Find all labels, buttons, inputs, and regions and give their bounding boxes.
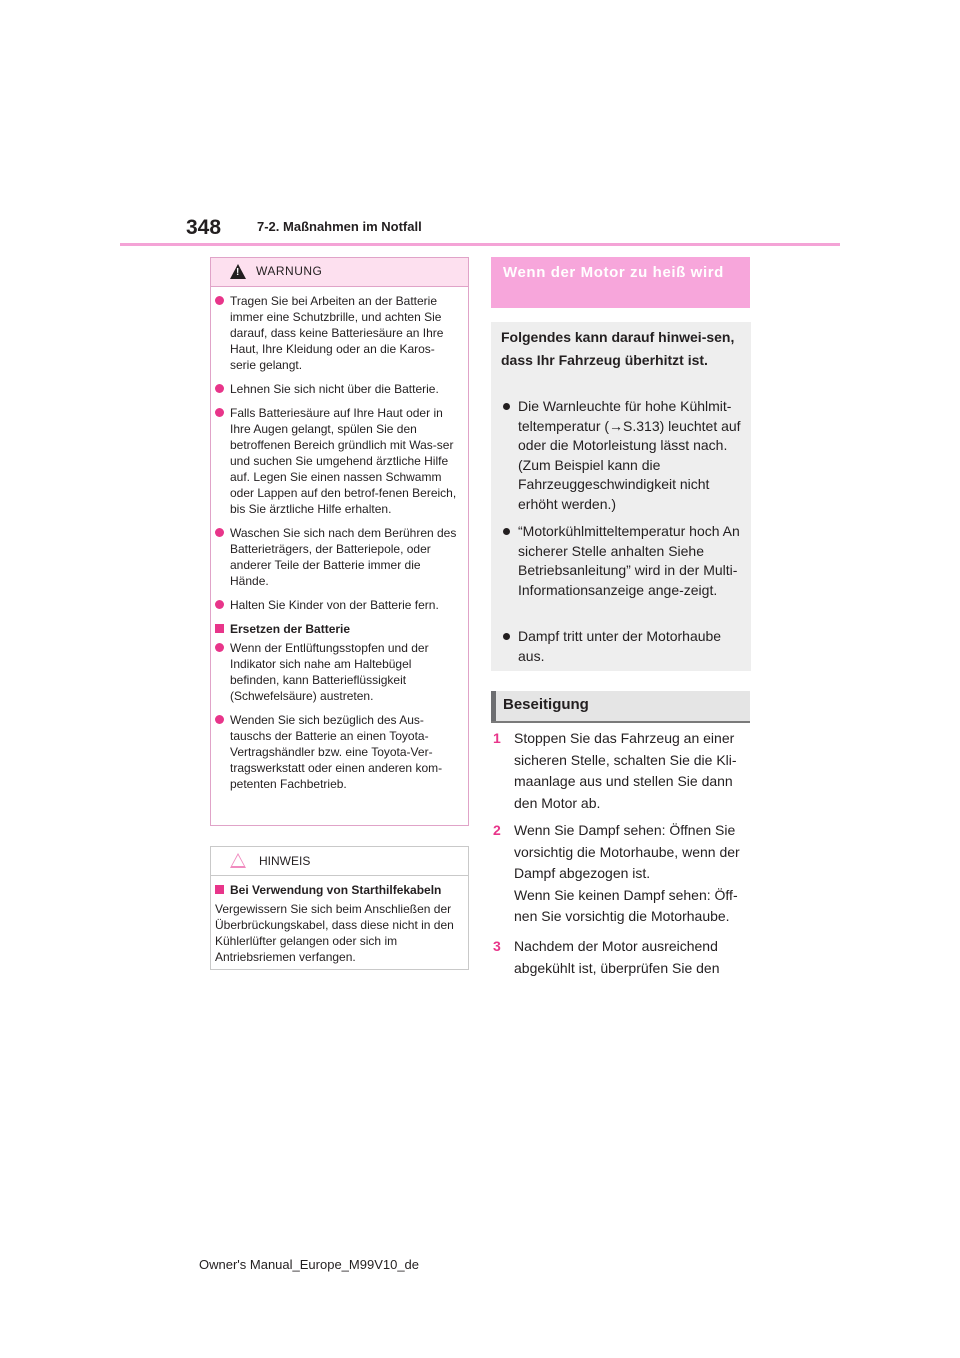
remedy-step: 2 Wenn Sie Dampf sehen: Öffnen Sie vorsichtig die Motorhaube, wenn der Dampf abgezogen ist. Wenn Sie keinen Dampf sehen: Öff-nen Sie vorsichtig die Motorhaube. (493, 822, 740, 924)
remedy-step: 1 Stoppen Sie das Fahrzeug an einer sicheren Stelle, schalten Sie die Kli-maanlage aus und stellen Sie dann den Motor ab. (493, 730, 737, 811)
warning-item: Waschen Sie sich nach dem Berühren des Batterieträgers, der Batteriepole, oder anderer Teile der Batterie immer die Hände. (215, 525, 460, 589)
warning-item: Tragen Sie bei Arbeiten an der Batterie immer eine Schutzbrille, und achten Sie darauf, dass keine Batteriesäure an Ihre Haut, Ihre Kleidung oder an die Karos-serie gelangt. (215, 293, 460, 373)
engine-hot-heading (491, 257, 750, 308)
bullet-icon (215, 528, 224, 537)
step-number: 1 (493, 730, 501, 746)
warning-header (211, 258, 468, 287)
notice-text: Vergewissern Sie sich beim Anschließen der Überbrückungskabel, dass diese nicht in den Kühlerlüfter gelangen oder sich im Antriebsriemen verfangen. (215, 902, 454, 964)
header-divider (120, 243, 840, 246)
symptom-item: Die Warnleuchte für hohe Kühlmit-teltemperatur (→S.313) leuchtet auf oder die Motorleistung lässt nach. (Zum Beispiel kann die Fahrzeuggeschwindigkeit nicht erhöht werden.) (501, 397, 741, 514)
notice-header (211, 847, 468, 876)
bullet-icon (215, 408, 224, 417)
engine-hot-title: Wenn der Motor zu heiß wird (503, 264, 724, 281)
footer-text: Owner's Manual_Europe_M99V10_de (199, 1257, 420, 1272)
square-bullet-icon (215, 885, 224, 894)
caution-icon (230, 853, 246, 868)
notice-title: HINWEIS (259, 854, 311, 868)
bullet-icon (215, 296, 224, 305)
bullet-icon (215, 600, 224, 609)
page-number: 348 (186, 216, 222, 239)
warning-item: Lehnen Sie sich nicht über die Batterie. (215, 381, 460, 397)
step-number: 3 (493, 938, 501, 954)
bullet-icon (215, 715, 224, 724)
overheat-symptoms-box (491, 322, 751, 671)
overheat-intro: Folgendes kann darauf hinwei-sen, dass Ihr Fahrzeug überhitzt ist. (501, 329, 735, 368)
remedy-heading (491, 691, 750, 723)
warning-item: Halten Sie Kinder von der Batterie fern. (215, 597, 460, 613)
bullet-icon (503, 403, 510, 410)
warning-icon (230, 264, 246, 279)
bullet-icon (503, 528, 510, 535)
remedy-step: 3 Nachdem der Motor ausreichend abgekühlt ist, überprüfen Sie den (493, 938, 720, 976)
bullet-icon (215, 384, 224, 393)
square-bullet-icon (215, 624, 224, 633)
symptom-item: Dampf tritt unter der Motorhaube aus. (501, 627, 741, 666)
section-title: 7-2. Maßnahmen im Notfall (257, 219, 422, 234)
warning-item: Wenn der Entlüftungsstopfen und der Indikator sich nahe am Haltebügel befinden, kann Batterieflüssigkeit (Schwefelsäure) austreten. (215, 640, 460, 704)
remedy-title: Beseitigung (503, 696, 589, 713)
symptom-item: “Motorkühlmitteltemperatur hoch An sicherer Stelle anhalten Siehe Betriebsanleitung” wird in der Multi-Informationsanzeige ange-zeigt. (501, 522, 741, 600)
bullet-icon (503, 633, 510, 640)
warning-box (210, 257, 469, 826)
notice-subheading: Bei Verwendung von Starthilfekabeln (215, 882, 460, 898)
warning-item: Wenden Sie sich bezüglich des Aus-tauschs der Batterie an einen Toyota-Vertragshändler bzw. eine Toyota-Ver-tragswerkstatt oder einen anderen kom-petenten Fachbetrieb. (215, 712, 460, 792)
step-number: 2 (493, 822, 501, 838)
warning-item: Falls Batteriesäure auf Ihre Haut oder in Ihre Augen gelangt, spülen Sie den betroffenen Bereich gründlich mit Was-ser und suchen Sie umgehend ärztliche Hilfe auf. Legen Sie einen nassen Schwamm oder Lappen auf den betrof-fenen Bereich, bis Sie ärztliche Hilfe erhalten. (215, 405, 460, 517)
warning-subheading: Ersetzen der Batterie (215, 621, 460, 637)
bullet-icon (215, 643, 224, 652)
notice-box (210, 846, 469, 970)
warning-title: WARNUNG (256, 264, 323, 278)
